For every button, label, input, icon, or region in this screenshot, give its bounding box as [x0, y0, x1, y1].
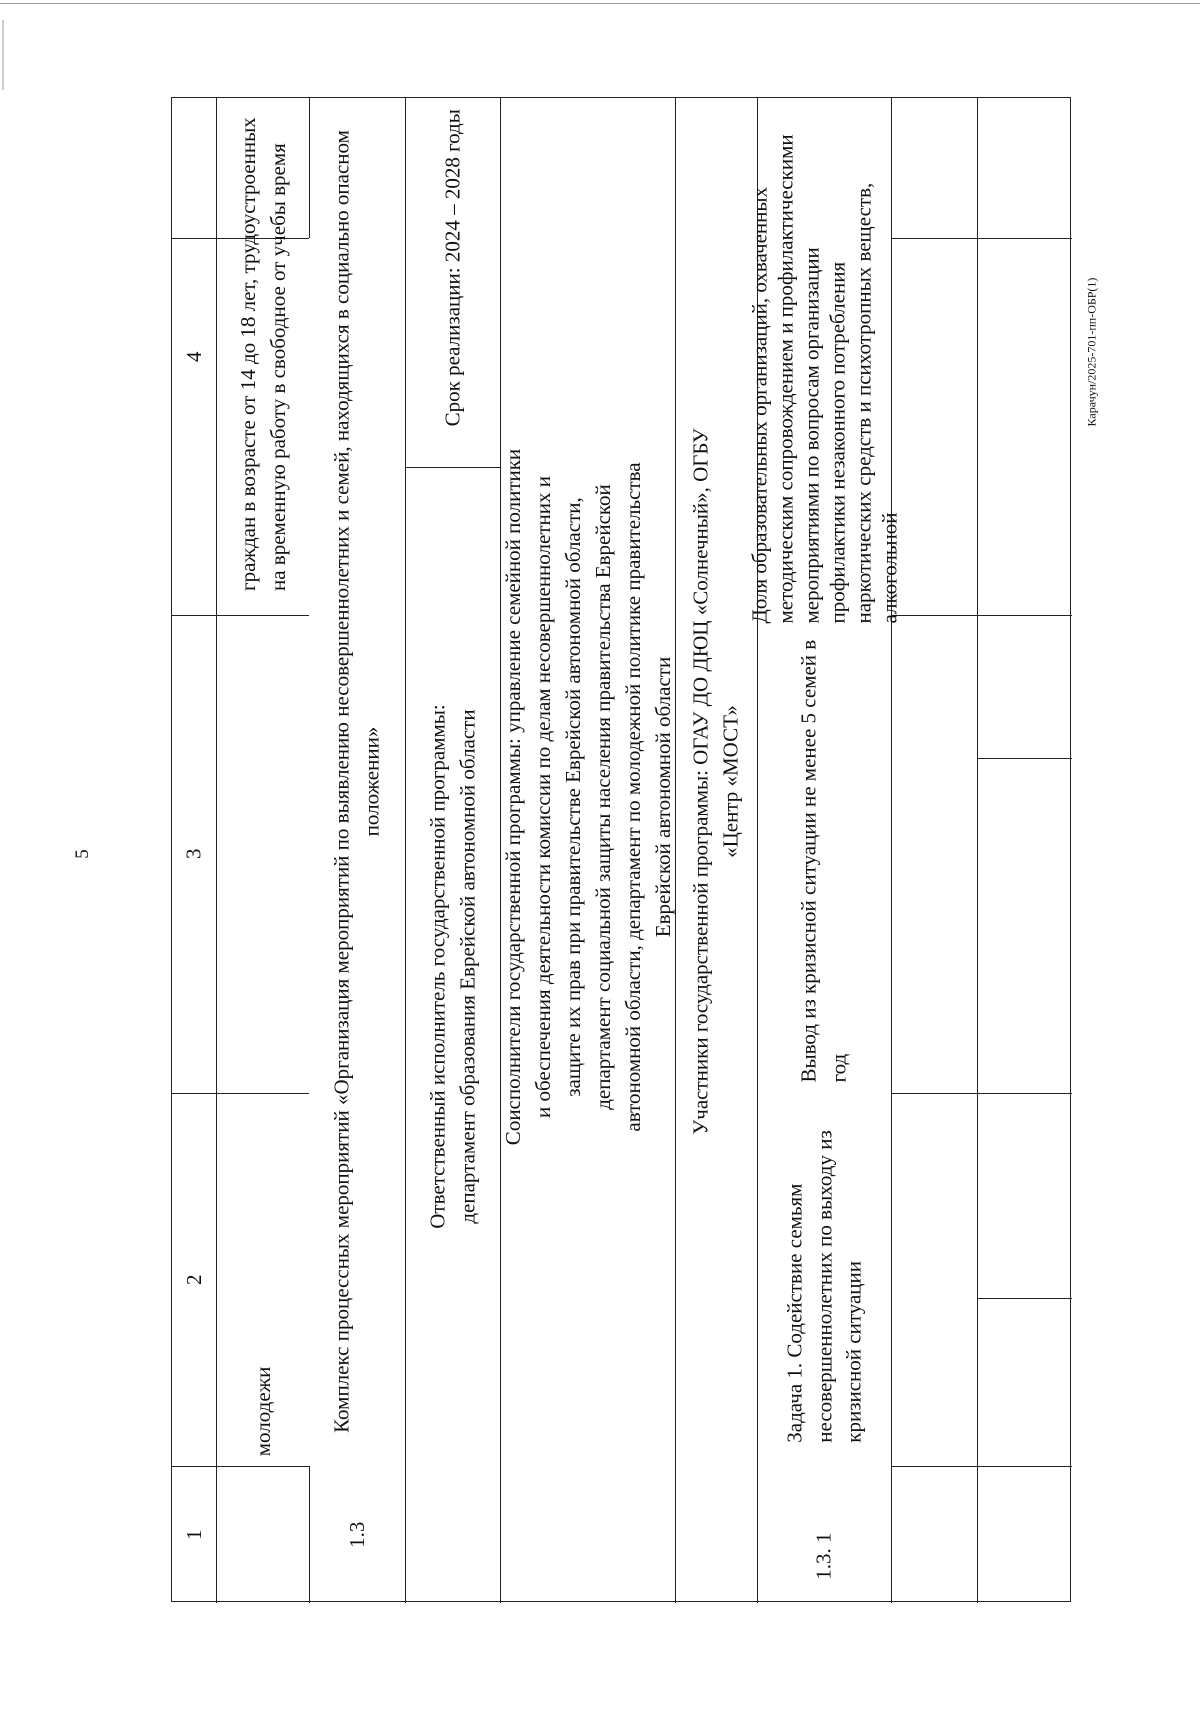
cell-co-executors: Соисполнители государственной программы: управление семейной политики и обеспечения деятельности комиссии по делам несовершеннолетних и защите их прав при правительстве Еврейской автономной области, департамент социальной защиты населения правительства Еврейской автономной области, департамент по молодежной политике правительства Еврейской автономной области — [500, 448, 675, 1146]
grid-line — [977, 98, 978, 1603]
cell-molodezhi-indicator: граждан в возрасте от 14 до 18 лет, трудоустроенных на временную работу в свободное от учебы время — [235, 116, 289, 591]
grid-line — [977, 1466, 1072, 1467]
scan-speck — [2, 20, 4, 90]
cell-responsible: Ответственный исполнитель государственной программы: департамент образования Еврейской автономной области — [425, 703, 479, 1229]
header-col-4: 4 — [181, 351, 206, 362]
grid-line — [216, 1466, 309, 1467]
cell-molodezhi-label: молодежи — [250, 1366, 275, 1456]
grid-line — [891, 615, 977, 616]
grid-line — [977, 238, 1072, 239]
grid-line — [891, 1093, 977, 1094]
programme-table — [171, 97, 1071, 1602]
header-col-2: 2 — [181, 1274, 206, 1285]
cell-1-3-title: Комплекс процессных мероприятий «Организация мероприятий по выявлению несовершеннолетних и семей, находящихся в социально опасном положении» — [329, 130, 383, 1433]
grid-line — [977, 1093, 1072, 1094]
grid-line — [216, 615, 309, 616]
grid-line — [891, 1466, 977, 1467]
grid-line — [891, 238, 977, 239]
scan-edge — [0, 3, 1200, 4]
footer — [1082, 192, 1102, 512]
page-number: 5 — [71, 849, 93, 859]
header-col-3: 3 — [181, 848, 206, 859]
cell-1-3-1-indicator: Доля образовательных организаций, охваченных методическим сопровождением и профилактическими мероприятиями по вопросам организации профилактики незаконного потребления наркотических средств и психотропных веществ, алкогольной — [747, 133, 902, 623]
grid-line — [977, 758, 1072, 759]
header-col-1: 1 — [181, 1529, 206, 1540]
grid-line — [977, 615, 1072, 616]
cell-1-3-number: 1.3 — [344, 1521, 369, 1548]
footer-code: Карачун/2025-701-пп-ОБР(1) — [1084, 277, 1099, 427]
grid-line — [977, 1298, 1072, 1299]
cell-1-3-1-number: 1.3. 1 — [811, 1532, 836, 1580]
cell-1-3-1-result: Вывод из кризисной ситуации не менее 5 семей в год — [796, 639, 850, 1083]
cell-term: Срок реализации: 2024 – 2028 годы — [439, 108, 464, 426]
cell-1-3-1-task: Задача 1. Содействие семьям несовершеннолетних по выходу из кризисной ситуации — [782, 1129, 866, 1443]
cell-participants: Участники государственной программы: ОГАУ ДО ДЮЦ «Солнечный», ОГБУ «Центр «МОСТ» — [688, 428, 742, 1135]
